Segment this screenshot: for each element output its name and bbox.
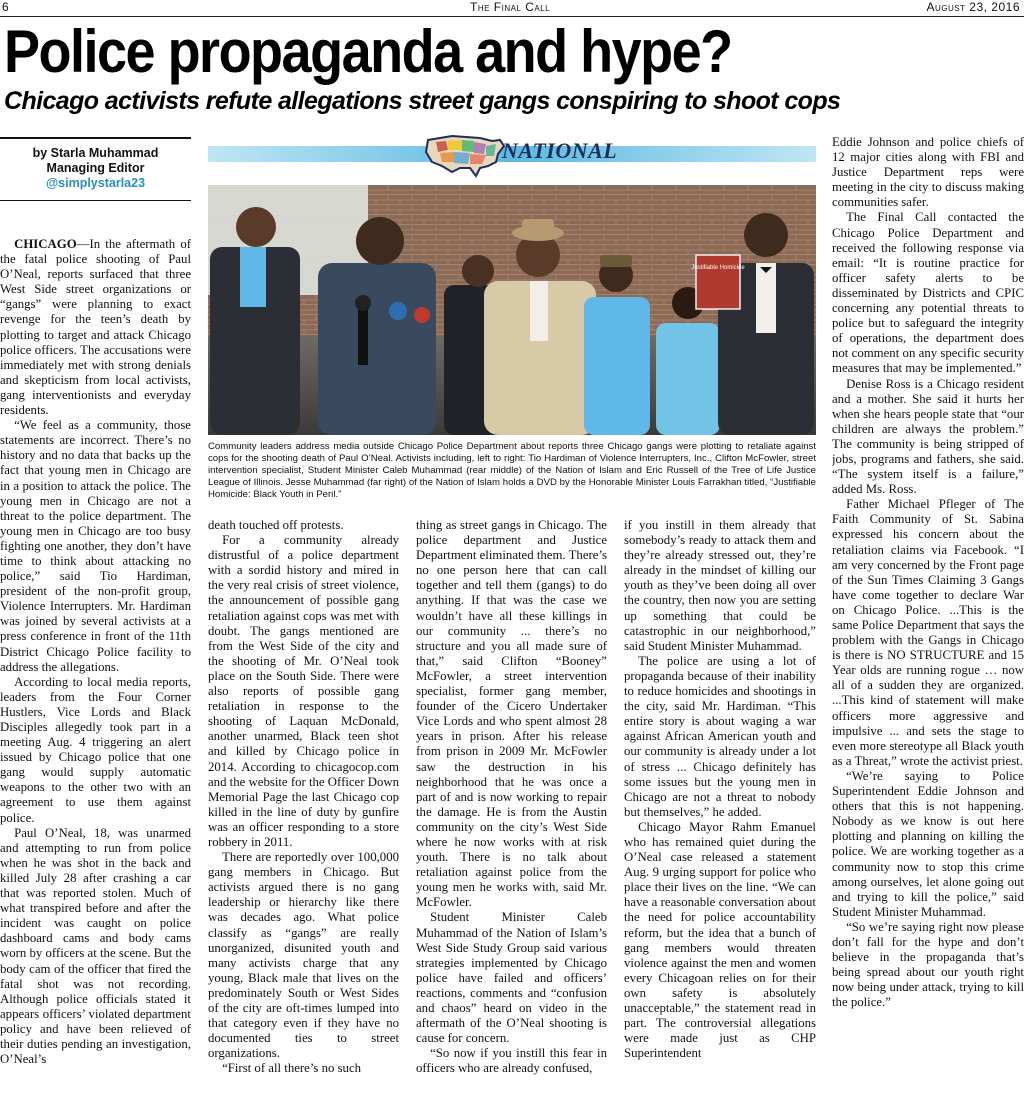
- photo-caption: Community leaders address media outside Chicago Police Department about reports three Chicago gangs were plotting to retaliate against cops for the shooting death of Paul O’Neal. Activists including, left to right: Tio Hardiman of Violence Interrupters, Inc., Clifton McFowler, street intervention specialist, Student Minister Caleb Muhammad (rear middle) of the Nation of Islam and Eric Russell of the Tree of Life Justice League of Illinois. Jesse Muhammad (far right) of the Nation of Islam holds a DVD by the Honorable Minister Louis Farrakhan titled, “Justifiable Homicide: Black Youth in Peril.”: [208, 441, 816, 500]
- dateline: CHICAGO: [14, 237, 77, 251]
- publication-name: The Final Call: [470, 0, 551, 14]
- dvd-case: [691, 255, 745, 309]
- paragraph: “We’re saying to Police Superintendent Eddie Johnson and others that this is not happening. Nobody as we know is out here plotting and planning on killing the police. We are working together as a community now to stop this crime among ourselves, let alone going out and trying to kill the police,” said Student Minister Muhammad.: [832, 768, 1024, 919]
- paragraph: Paul O’Neal, 18, was unarmed and attempting to run from police when he was shot in the back and killed July 28 after crashing a car that was reported stolen. Much of what transpired before and after the incident was caught on police dashboard cams and body cams worn by officers at the scene. But the body cam of the officer that fired the fatal shot was not recording. Although police officials stated it appears officers’ violated department policy and have been relieved of their duties pending an investigation, O’Neal’s: [0, 825, 191, 1067]
- lead-paragraph: [0, 237, 191, 418]
- page-number: 6: [2, 0, 9, 14]
- article-column-1: [0, 237, 191, 1107]
- paragraph: thing as street gangs in Chicago. The police department and Justice Department eliminated them. There’s no one person here that can call together and tell them (gangs) to do anything. If that was the case we wouldn’t have all these killings in our community ... there’s no structure and you all made sure of that,” said Clifton “Booney” McFowler, a street intervention specialist, former gang member, founder of the Cicero Undertaker Vice Lords and who spent almost 28 years in prison. After his release from prison in 2009 Mr. McFowler saw the destruction in his neighborhood that he was once a part of and is now working to repair the damage. He is from the Austin community on the city’s West Side where he now works with at risk youth. There is no talk about retaliation against police from the young men he works with, said Mr. McFowler.: [416, 518, 607, 910]
- page-header: [0, 0, 1024, 16]
- paragraph: “So now if you instill this fear in officers who are already confused,: [416, 1046, 607, 1076]
- paragraph: According to local media reports, leaders from the Four Corner Hustlers, Vice Lords and Black Disciples allegedly took part in a meeting Aug. 4 triggering an alert issued by Chicago police that one gang would supply automatic weapons to the other two with an agreement to use them against police.: [0, 674, 191, 825]
- paragraph: “So we’re saying right now please don’t fall for the hype and don’t believe in the propaganda that’s being spread about our youth right now being under attack, trying to kill the police.”: [832, 919, 1024, 1010]
- paragraph: Chicago Mayor Rahm Emanuel who has remained quiet during the O’Neal case released a statement Aug. 9 urging support for police who place their lives on the line. “We can have a reasonable conversation about the need for police accountability reform, but the idea that a bunch of gang members would threaten violence against the men and women every Chicagoan relies on for their own safety is absolutely unacceptable,” the statement read in part. The controversial allegations were made just as CHP Superintendent: [624, 819, 816, 1061]
- paragraph: “First of all there’s no such: [222, 1061, 362, 1076]
- section-banner: [208, 132, 816, 178]
- paragraph: “We feel as a community, those statements are incorrect. There’s no history and no data that backs up the fact that young men in Chicago are in a position to attack the police. The young men in Chicago are not a threat to the police department. The young men in Chicago are too busy fighting one another, they don’t have time to think about attacking no police,” said Tio Hardiman, president of the non-profit group, Violence Interrupters. Mr. Hardiman was joined by several activists at a press conference in front of the 11th District Chicago Police facility to address the allegations.: [0, 418, 191, 674]
- paragraph: if you instill in them already that somebody’s ready to attack them and they’re already stressed out, they’re already in the mindset of killing our youth as they’ve been doing all over the country, then now you are setting up something that could be catastrophic in our neighborhood,” said Student Minister Muhammad.: [624, 518, 816, 653]
- article-column-4: [624, 518, 816, 1108]
- section-label: NATIONAL: [502, 138, 618, 163]
- author-twitter-handle[interactable]: @simplystarla23: [45, 176, 146, 190]
- author-title: Managing Editor: [46, 161, 145, 175]
- article-column-2: [208, 518, 399, 1108]
- author-name: by Starla Muhammad: [32, 146, 159, 160]
- paragraph: For a community already distrustful of a police department with a sordid history and mired in the very real crisis of street violence, the announcement of possible gang retaliation against cops was met with doubt. The gangs mentioned are from the West Side of the city and the shooting of Mr. O’Neal took place on the South Side. There were also reports of possible gang retaliation in response to the shooting of Laquan McDonald, another unarmed, Black teen shot and killed by Chicago police in 2014. According to chicagocop.com and the website for the Officer Down Memorial Page the last Chicago cop killed in the line of duty by gunfire was an officer responding to a store robbery in 2011.: [208, 533, 399, 849]
- subheadline: Chicago activists refute allegations street gangs conspiring to shoot cops: [4, 87, 841, 115]
- paragraph: death touched off protests.: [208, 518, 344, 532]
- issue-date: August 23, 2016: [926, 0, 1020, 14]
- byline-rule-bottom: [0, 200, 191, 201]
- dvd-title-text: Justifiable Homicide: [691, 265, 745, 271]
- lead-text: —In the aftermath of the fatal police shooting of Paul O’Neal, reports surfaced that three West Side street organizations or “gangs” were planning to exact revenge for the teen’s death by plotting to target and attack Chicago police officers. The accusations were immediately met with strong denials and skepticism from local activists, gang interventionists and everyday residents.: [0, 237, 191, 418]
- paragraph: The Final Call contacted the Chicago Police Department and received the following response via email: “It is routine practice for officer safety alerts to be disseminated by Districts and CPIC concerning any potential threats to police but to safeguard the integrity of operations, the department does not comment on any specific security measures that may be implemented.”: [832, 210, 1024, 376]
- paragraph: Eddie Johnson and police chiefs of 12 major cities along with FBI and Justice Department reps were meeting in the city to discuss making communities safer.: [832, 135, 1024, 210]
- us-map-icon: [422, 132, 508, 178]
- article-column-3: [416, 518, 607, 1108]
- paragraph: Father Michael Pfleger of The Faith Community of St. Sabina expressed his concern about the retaliation claims via Facebook. “I am very concerned by the Front page of the Sun Times Claiming 3 Gangs have come together to declare War on Chicago Police. ...This is the same Police Department that says the problem with the Gangs in Chicago is there is NO STRUCTURE and 15 Year olds are running rogue … now all of a sudden they are organized. ...This kind of statement will make officers more aggressive and impulsive ... and sets the stage to even more stereotype all Black youth as a Threat,” wrote the activist priest.: [832, 497, 1024, 768]
- article-column-5: [832, 135, 1024, 1108]
- paragraph: Denise Ross is a Chicago resident and a mother. She said it hurts her when she hears people state that “our children are always the problem.” The community is being stripped of jobs, programs and fathers, she said. “The system itself is a failure,” added Ms. Ross.: [832, 376, 1024, 497]
- paragraph: There are reportedly over 100,000 gang members in Chicago. But activists argued there is no gang leadership or hierarchy like there was decades ago. What police classify as “gangs” are really unorganized, disunited youth and many activists charge that any young, Black male that lives on the predominately South or West Sides of the city are oft-times lumped into that category even if they have no documented ties to street organizations.: [208, 850, 399, 1061]
- headline: Police propaganda and hype?: [4, 18, 732, 86]
- byline: [0, 146, 191, 191]
- paragraph: Student Minister Caleb Muhammad of the Nation of Islam’s West Side Study Group said various strategies implemented by Chicago police have failed and officers’ reactions, comments and “confusion and chaos” heard on video in the aftermath of the O’Neal shooting is cause for concern.: [416, 910, 607, 1046]
- paragraph: The police are using a lot of propaganda because of their inability to reduce homicides and shootings in the city, said Mr. Hardiman. “This entire story is about waging a war against African American youth and our community is already under a lot of stress ... Chicago definitely has some issues but the young men in Chicago are not a threat to nobody but themselves,” he added.: [624, 653, 816, 819]
- press-conference-photo: [208, 185, 816, 435]
- byline-rule-top: [0, 137, 191, 139]
